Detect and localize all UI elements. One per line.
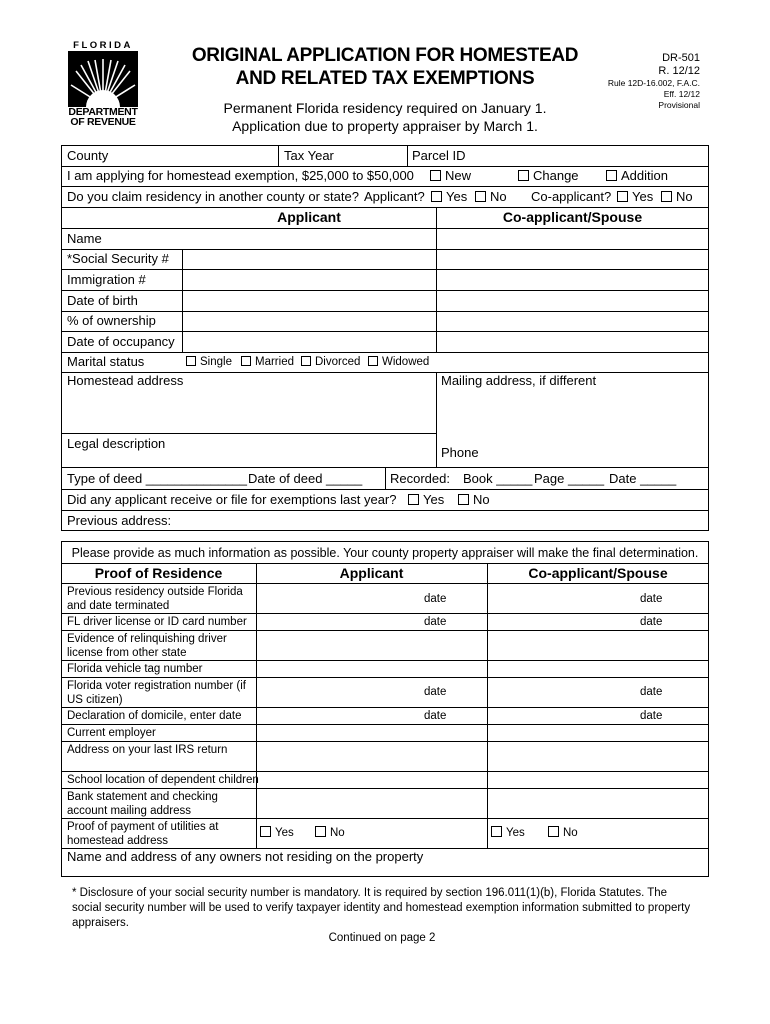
type-of-deed-label: Type of deed ______________ [67, 471, 248, 486]
widowed-label: Widowed [382, 356, 430, 368]
marital-single[interactable] [186, 355, 232, 369]
married-label: Married [255, 356, 294, 368]
no-label: No [490, 189, 507, 204]
county-label: County [67, 148, 109, 163]
previous-address-label: Previous address: [67, 513, 172, 528]
divorced-label: Divorced [315, 356, 361, 368]
applicant-date-label: date [424, 686, 447, 698]
applicant-date-label: date [424, 710, 447, 722]
proof-applicant-header: Applicant [339, 565, 404, 581]
addition-checkbox[interactable] [606, 170, 617, 181]
proof-row-relinquish-license: Evidence of relinquishing driver license from other state [67, 633, 227, 659]
option-new[interactable] [430, 168, 471, 184]
marital-divorced[interactable] [301, 355, 360, 369]
addition-label: Addition [621, 168, 668, 183]
applicant-no-checkbox[interactable] [475, 191, 486, 202]
phone-label: Phone [441, 445, 479, 460]
yes-label: Yes [506, 827, 525, 839]
no-label: No [330, 827, 345, 839]
proof-row-fl-driver-license: FL driver license or ID card number [67, 616, 247, 628]
yes-label: Yes [446, 189, 468, 204]
applicant-yes-checkbox[interactable] [431, 191, 442, 202]
utilities-applicant-no-checkbox[interactable] [315, 826, 326, 837]
widowed-checkbox[interactable] [368, 356, 378, 366]
coapplicant-no[interactable] [661, 189, 693, 205]
ssn-label: *Social Security # [67, 251, 169, 266]
form-number-block [608, 52, 700, 111]
applicant-no[interactable] [475, 189, 507, 205]
utilities-coapplicant-yes[interactable] [491, 826, 525, 840]
parcel-id-label: Parcel ID [412, 148, 466, 163]
proof-row-vehicle-tag: Florida vehicle tag number [67, 663, 203, 675]
no-label: No [676, 189, 693, 204]
date-of-deed-label: Date of deed _____ [248, 471, 363, 486]
change-checkbox[interactable] [518, 170, 529, 181]
proof-row-declaration-domicile: Declaration of domicile, enter date [67, 710, 242, 722]
utilities-applicant-no[interactable] [315, 826, 345, 840]
recorded-label: Recorded: [390, 471, 450, 486]
coapplicant-no-checkbox[interactable] [661, 191, 672, 202]
marital-married[interactable] [241, 355, 294, 369]
proof-row-bank-statement: Bank statement and checking account mailing address [67, 791, 218, 817]
coapplicant-question: Co-applicant? [531, 189, 612, 204]
form-status: Provisional [658, 100, 700, 110]
legal-description-label: Legal description [67, 436, 166, 451]
applicant-date-label: date [424, 616, 447, 628]
exemptions-no[interactable] [458, 492, 490, 508]
florida-dor-logo [62, 38, 144, 132]
utilities-coapplicant-no[interactable] [548, 826, 578, 840]
form-revision: R. 12/12 [658, 65, 700, 77]
marital-widowed[interactable] [368, 355, 429, 369]
applying-for-label: I am applying for homestead exemption, $25,000 to $50,000 [67, 168, 414, 183]
page-label: Page _____ [534, 471, 605, 486]
title-line2: AND RELATED TAX EXEMPTIONS [235, 68, 535, 89]
ownership-label: % of ownership [67, 313, 156, 328]
residency-question: Do you claim residency in another county or state? [67, 189, 359, 204]
new-label: New [445, 168, 472, 183]
footnote [72, 886, 692, 946]
owners-not-residing-label: Name and address of any owners not residing on the property [67, 849, 424, 864]
homestead-address-label: Homestead address [67, 373, 184, 388]
married-checkbox[interactable] [241, 356, 251, 366]
exemptions-yes-checkbox[interactable] [408, 494, 419, 505]
coapplicant-date-label: date [640, 616, 663, 628]
applicant-yes[interactable] [431, 189, 467, 205]
sunburst-icon [68, 51, 138, 107]
coapplicant-date-label: date [640, 710, 663, 722]
single-label: Single [200, 356, 232, 368]
immigration-label: Immigration # [67, 272, 146, 287]
change-label: Change [533, 168, 579, 183]
form-rule: Rule 12D-16.002, F.A.C. [607, 78, 700, 88]
yes-label: Yes [423, 492, 445, 507]
date-of-birth-label: Date of birth [67, 293, 138, 308]
proof-row-voter-registration: Florida voter registration number (if US citizen) [67, 680, 246, 706]
single-checkbox[interactable] [186, 356, 196, 366]
proof-row-current-employer: Current employer [67, 727, 156, 739]
form-subtitle [190, 99, 580, 135]
marital-status-label: Marital status [67, 354, 145, 369]
yes-label: Yes [632, 189, 654, 204]
logo-dept-line1: DEPARTMENT [68, 106, 138, 118]
divorced-checkbox[interactable] [301, 356, 311, 366]
exemptions-no-checkbox[interactable] [458, 494, 469, 505]
date-of-occupancy-label: Date of occupancy [67, 334, 175, 349]
form-effective: Eff. 12/12 [663, 89, 700, 99]
new-checkbox[interactable] [430, 170, 441, 181]
date-label: Date _____ [609, 471, 677, 486]
proof-coapplicant-header: Co-applicant/Spouse [528, 565, 668, 581]
logo-state-text: FLORIDA [73, 40, 133, 51]
applicant-question: Applicant? [364, 189, 425, 204]
tax-year-label: Tax Year [284, 148, 334, 163]
exemptions-yes[interactable] [408, 492, 444, 508]
form-number: DR-501 [662, 52, 700, 64]
continued-note: Continued on page 2 [328, 932, 436, 944]
option-change[interactable] [518, 168, 579, 184]
proof-row-irs-address: Address on your last IRS return [67, 744, 228, 756]
applicant-column-header: Applicant [277, 209, 341, 225]
ssn-disclosure: * Disclosure of your social security number is mandatory. It is required by section 196.011(1)(b), Florida Statutes. The social security number will be used to verify taxpayer identity and homestead exemption information submitted to property appraisers. [72, 887, 691, 929]
proof-row-utilities: Proof of payment of utilities at homestead address [67, 821, 219, 847]
coapplicant-column-header: Co-applicant/Spouse [502, 209, 643, 225]
utilities-applicant-yes[interactable] [260, 826, 294, 840]
utilities-coapplicant-yes-checkbox[interactable] [491, 826, 502, 837]
no-label: No [473, 492, 490, 507]
logo-dept-line2: OF REVENUE [70, 116, 136, 128]
form-title [190, 44, 580, 90]
utilities-coapplicant-no-checkbox[interactable] [548, 826, 559, 837]
yes-label: Yes [275, 827, 294, 839]
subtitle-line2: Application due to property appraiser by March 1. [232, 118, 538, 134]
subtitle-line1: Permanent Florida residency required on January 1. [223, 100, 547, 116]
no-label: No [563, 827, 578, 839]
name-label: Name [67, 231, 102, 246]
exemptions-question: Did any applicant receive or file for exemptions last year? [67, 492, 397, 507]
utilities-applicant-yes-checkbox[interactable] [260, 826, 271, 837]
applicant-date-label: date [424, 593, 447, 605]
option-addition[interactable] [606, 168, 668, 184]
coapplicant-date-label: date [640, 686, 663, 698]
coapplicant-yes-checkbox[interactable] [617, 191, 628, 202]
proof-intro: Please provide as much information as possible. Your county property appraiser will make the final determination. [71, 546, 699, 560]
proof-row-previous-residency: Previous residency outside Florida and date terminated [67, 586, 243, 612]
book-label: Book _____ [463, 471, 533, 486]
title-line1: ORIGINAL APPLICATION FOR HOMESTEAD [191, 45, 579, 66]
mailing-address-label: Mailing address, if different [441, 373, 597, 388]
proof-column-header: Proof of Residence [94, 565, 223, 581]
proof-row-school-location: School location of dependent children [67, 774, 259, 786]
coapplicant-yes[interactable] [617, 189, 653, 205]
coapplicant-date-label: date [640, 593, 663, 605]
